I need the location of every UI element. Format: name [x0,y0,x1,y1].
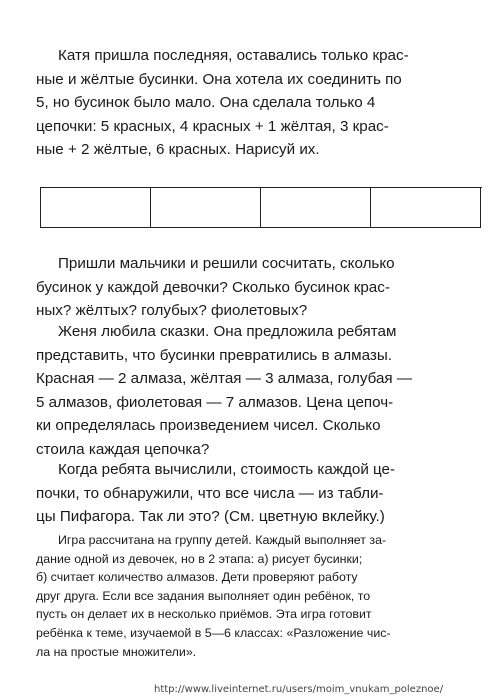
text-line: ребёнка к теме, изучаемой в 5—6 классах: «Разложение чис- [36,625,391,640]
text-line: друг друга. Если все задания выполняет один ребёнок, то [36,588,371,603]
watermark-url: http://www.liveinternet.ru/users/moim_vnukam_poleznoe/ [154,684,444,695]
drawing-boxes [40,187,481,228]
text-line: 5, но бусинок было мало. Она сделала только 4 [36,94,376,112]
paragraph-katya [36,44,464,162]
drawing-box[interactable] [371,187,480,227]
teacher-note [36,531,464,661]
text-line: дание одной из девочек, но в 2 этапа: а) рисует бусинки; [36,551,363,566]
text-line: бусинок у каждой девочки? Сколько бусинок крас- [36,278,390,296]
text-line: ные и жёлтые бусинки. Она хотела их соединить по [36,70,402,88]
text-line: Пришли мальчики и решили сосчитать, сколько [58,255,395,272]
text-line: представить, что бусинки превратились в алмазы. [36,346,392,364]
text-line: Красная — 2 алмаза, жёлтая — 3 алмаза, голубая — [36,370,413,388]
drawing-box[interactable] [41,187,151,227]
text-line: Катя пришла последняя, оставались только крас- [58,47,409,64]
text-line: б) считает количество алмазов. Дети проверяют работу [36,570,358,585]
text-line: почки, то обнаружили, что все числа — из табли- [36,484,384,502]
text-line: цы Пифагора. Так ли это? (См. цветную вклейку.) [36,508,385,526]
paragraph-zhenya [36,320,464,462]
text-line: ки определялась произведением чисел. Сколько [36,417,381,435]
text-line: 5 алмазов, фиолетовая — 7 алмазов. Цена цепоч- [36,393,394,411]
text-line: ные + 2 жёлтые, 6 красных. Нарисуй их. [36,141,320,159]
text-line: пусть он делает их в несколько приёмов. Эта игра готовит [36,607,372,622]
text-line: Игра рассчитана на группу детей. Каждый выполняет за- [58,533,387,547]
drawing-box[interactable] [151,187,261,227]
text-line: Женя любила сказки. Она предложила ребятам [58,323,397,340]
text-line: цепочки: 5 красных, 4 красных + 1 жёлтая, 3 крас- [36,117,389,135]
drawing-box[interactable] [261,187,371,227]
text-line: Когда ребята вычислили, стоимость каждой це- [58,461,396,478]
paragraph-boys [36,252,464,323]
text-line: ных? жёлтых? голубых? фиолетовых? [36,302,308,320]
text-line: стоила каждая цепочка? [36,440,210,458]
paragraph-pythagoras [36,458,464,529]
text-line: ла на простые множители». [36,644,197,659]
